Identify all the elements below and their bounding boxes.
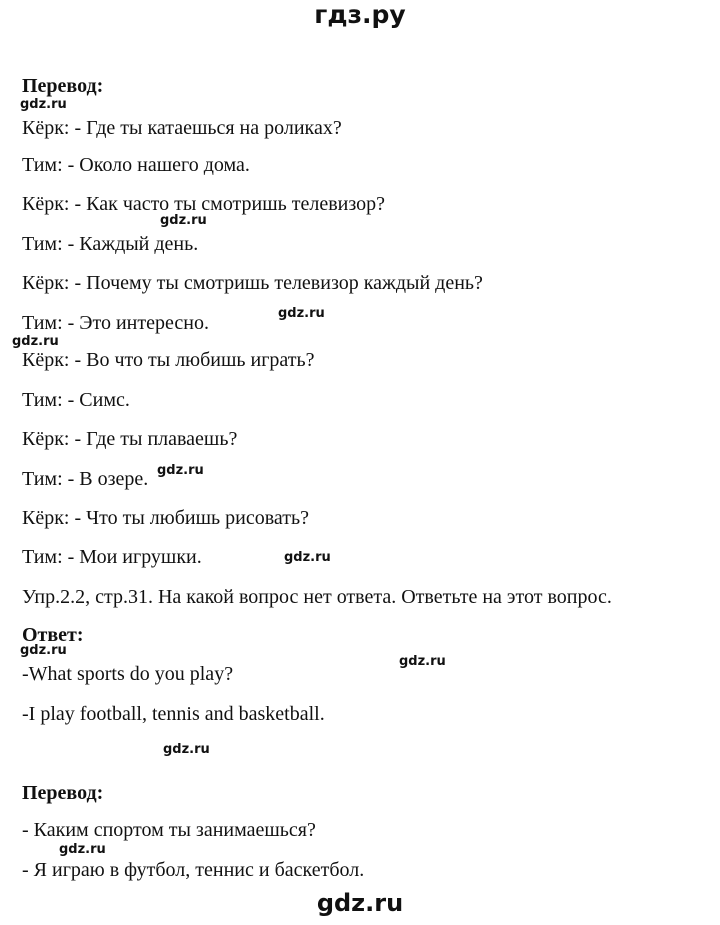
translation-line: - Я играю в футбол, теннис и баскетбол. <box>22 859 365 881</box>
watermark: gdz.ru <box>399 654 446 669</box>
watermark: gdz.ru <box>163 742 210 757</box>
translation-line: - Каким спортом ты занимаешься? <box>22 819 316 841</box>
answer-line: -What sports do you play? <box>22 663 234 685</box>
exercise-task: Упр.2.2, стр.31. На какой вопрос нет ответа. Ответьте на этот вопрос. <box>22 586 612 608</box>
answer-line: -I play football, tennis and basketball. <box>22 703 325 725</box>
dialogue-line: Тим: - Это интересно. <box>22 312 209 334</box>
translation-heading: Перевод: <box>22 75 104 97</box>
site-footer: gdz.ru <box>316 889 404 917</box>
watermark: gdz.ru <box>12 334 59 349</box>
dialogue-line: Кёрк: - Что ты любишь рисовать? <box>22 507 309 529</box>
site-header: гдз.ру <box>314 0 406 29</box>
dialogue-line: Тим: - Симс. <box>22 389 130 411</box>
dialogue-line: Кёрк: - Где ты плаваешь? <box>22 428 238 450</box>
dialogue-line: Кёрк: - Как часто ты смотришь телевизор? <box>22 193 386 215</box>
watermark: gdz.ru <box>20 643 67 658</box>
watermark: gdz.ru <box>278 306 325 321</box>
dialogue-line: Тим: - В озере. <box>22 468 149 490</box>
dialogue-line: Тим: - Около нашего дома. <box>22 154 250 176</box>
watermark: gdz.ru <box>157 463 204 478</box>
watermark: gdz.ru <box>20 97 67 112</box>
dialogue-line: Кёрк: - Во что ты любишь играть? <box>22 349 315 371</box>
dialogue-line: Тим: - Мои игрушки. <box>22 546 202 568</box>
watermark: gdz.ru <box>284 550 331 565</box>
translation-heading: Перевод: <box>22 782 104 804</box>
dialogue-line: Тим: - Каждый день. <box>22 233 199 255</box>
watermark: gdz.ru <box>160 213 207 228</box>
answer-heading: Ответ: <box>22 624 84 646</box>
dialogue-line: Кёрк: - Почему ты смотришь телевизор каждый день? <box>22 272 483 294</box>
watermark: gdz.ru <box>59 842 106 857</box>
dialogue-line: Кёрк: - Где ты катаешься на роликах? <box>22 117 342 139</box>
